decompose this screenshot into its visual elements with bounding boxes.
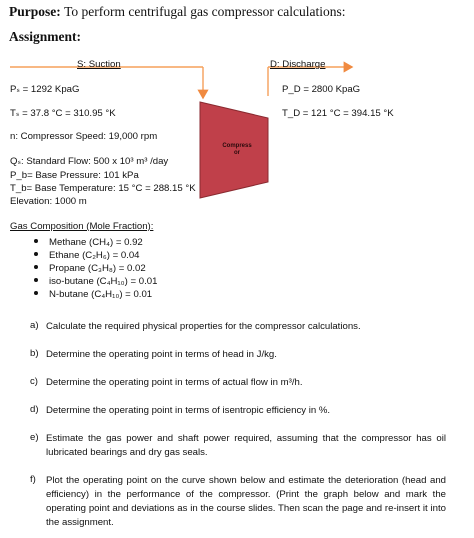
question-label-a: a) (30, 320, 39, 331)
base-pressure: P_b= Base Pressure: 101 kPa (10, 170, 139, 181)
suction-pressure: Pₛ = 1292 KpaG (10, 84, 80, 95)
question-f: Plot the operating point on the curve shown below and estimate the deterioration (head and efficiency) in the performance of the compressor. (Print the graph below and mark the operating point and deviations as in the course slides. Then scan the page and re-insert it into the assignment. (46, 475, 446, 528)
assignment-heading: Assignment: (9, 29, 82, 44)
question-a: Calculate the required physical properties for the compressor calculations. (46, 321, 361, 332)
list-item: Propane (C₃H₈) = 0.02 (34, 262, 157, 275)
question-label-f: f) (30, 474, 36, 485)
discharge-pressure: P_D = 2800 KpaG (282, 84, 361, 95)
question-label-b: b) (30, 348, 39, 359)
question-label-e: e) (30, 432, 39, 443)
question-e: Estimate the gas power and shaft power required, assuming that the compressor has oil lubricated bearings and dry gas seals. (46, 433, 446, 458)
bullet-icon (34, 252, 38, 256)
question-label-d: d) (30, 404, 39, 415)
suction-temperature: Tₛ = 37.8 °C = 310.95 °K (10, 108, 116, 119)
bullet-icon (34, 239, 38, 243)
suction-label: S: Suction (77, 59, 121, 70)
bullet-icon (34, 265, 38, 269)
question-d: Determine the operating point in terms of isentropic efficiency in %. (46, 405, 331, 416)
list-item: Methane (CH₄) = 0.92 (34, 236, 157, 249)
question-label-c: c) (30, 376, 38, 387)
question-c: Determine the operating point in terms of actual flow in m³/h. (46, 377, 303, 388)
compressor-label: Compress or (222, 143, 252, 156)
purpose-label: Purpose: (9, 4, 61, 19)
list-item: N-butane (C₄H₁₀) = 0.01 (34, 288, 157, 301)
bullet-icon (34, 278, 38, 282)
gas-composition-heading: Gas Composition (Mole Fraction): (10, 221, 154, 232)
standard-flow: Qₛ: Standard Flow: 500 x 10³ m³ /day (10, 156, 169, 167)
gas-composition-list (34, 236, 157, 301)
discharge-label: D: Discharge (270, 59, 326, 70)
elevation: Elevation: 1000 m (10, 196, 87, 207)
discharge-temperature: T_D = 121 °C = 394.15 °K (282, 108, 394, 119)
compressor-speed: n: Compressor Speed: 19,000 rpm (10, 131, 158, 142)
bullet-icon (34, 291, 38, 295)
list-item: iso-butane (C₄H₁₀) = 0.01 (34, 275, 157, 288)
base-temperature: T_b= Base Temperature: 15 °C = 288.15 °K (10, 183, 196, 194)
purpose-text: To perform centrifugal gas compressor calculations: (64, 4, 346, 19)
list-item: Ethane (C₂H₆) = 0.04 (34, 249, 157, 262)
question-b: Determine the operating point in terms of head in J/kg. (46, 349, 277, 360)
